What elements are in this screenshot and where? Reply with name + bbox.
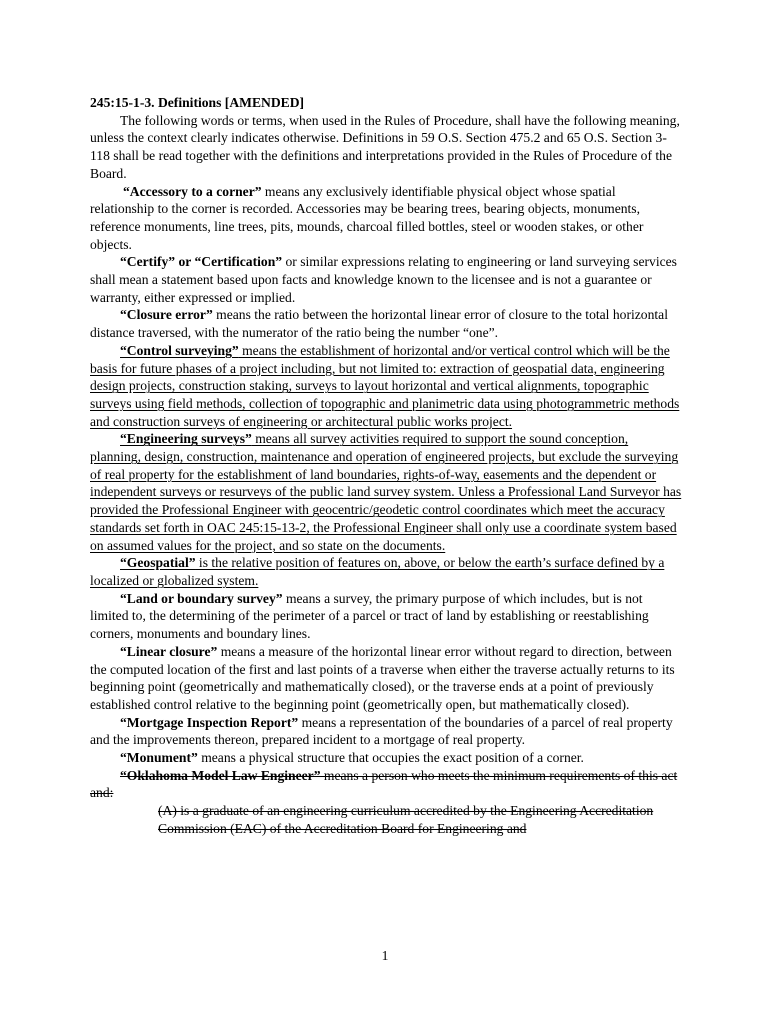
definition-mortgage-inspection-report	[90, 714, 682, 749]
definition-certify	[90, 253, 682, 306]
term-engineering-surveys: “Engineering surveys”	[120, 431, 252, 447]
term-oklahoma-model-law-engineer: “Oklahoma Model Law Engineer”	[120, 767, 321, 783]
definition-engineering-surveys-inserted	[90, 430, 682, 554]
definition-text: means all survey activities required to support the sound conception, planning, design, construction, maintenance and operation of engineered projects, but exclude the surveying of real property for the establishment of land boundaries, rights-of-way, easements and the dependent or independent surveys or resurveys of the public land survey system. Unless a Professional Land Surveyor has provided the Professional Engineer with geocentric/geodetic control coordinates which meet the accuracy standards set forth in OAC 245:15-13-2, the Professional Engineer shall only use a coordinate system based on assumed values for the project, and so state on the documents.	[90, 431, 682, 553]
definition-text: or similar expressions relating to engineering or land surveying services shall mean a statement based upon facts and knowledge known to the licensee and is not a guarantee or warranty, either expressed or implied.	[90, 254, 677, 305]
term-accessory-to-a-corner: “Accessory to a corner”	[123, 183, 262, 199]
intro-paragraph: The following words or terms, when used in the Rules of Procedure, shall have the following meaning, unless the context clearly indicates otherwise. Definitions in 59 O.S. Section 475.2 and 65 O.S. Section 3-118 shall be read together with the definitions and interpretations provided in the Rules of Procedure of the Board.	[90, 112, 680, 181]
definition-text: is the relative position of features on, above, or below the earth’s surface defined by a localized or globalized system.	[90, 555, 665, 588]
definition-control-surveying-inserted	[90, 342, 682, 431]
term-closure-error: “Closure error”	[120, 307, 213, 323]
definition-text: means a person who meets the minimum requirements of this act and:	[90, 767, 678, 801]
definition-text: means a physical structure that occupies the exact position of a corner.	[197, 750, 584, 766]
term-geospatial: “Geospatial”	[120, 555, 196, 571]
definition-closure-error	[90, 306, 682, 341]
definition-linear-closure	[90, 643, 682, 714]
term-linear-closure: “Linear closure”	[120, 643, 218, 659]
term-certify: “Certify” or “Certification”	[120, 254, 283, 270]
definition-accessory-to-a-corner	[90, 183, 682, 254]
definition-land-or-boundary-survey	[90, 590, 682, 643]
sub-item-a-deleted: (A) is a graduate of an engineering curriculum accredited by the Engineering Accreditation Commission (EAC) of the Accreditation Board for Engineering and	[158, 803, 654, 836]
section-heading: 245:15-1-3. Definitions [AMENDED]	[90, 95, 305, 110]
definition-text: means a measure of the horizontal linear error without regard to direction, between the computed location of the first and last points of a traverse when either the traverse actually returns to its beginning point (geometrically and mathematically closed), or the traverse ends at a point of previously established control relative to the beginning point (geometrically open, but mathematically closed).	[90, 643, 675, 712]
definition-text: means the ratio between the horizontal linear error of closure to the total horizontal distance traversed, with the numerator of the ratio being the number “one”.	[90, 307, 668, 341]
definition-monument	[90, 749, 682, 767]
term-land-or-boundary-survey: “Land or boundary survey”	[120, 590, 283, 606]
definition-geospatial-inserted	[90, 554, 682, 589]
definition-text: means the establishment of horizontal and/or vertical control which will be the basis for future phases of a project including, but not limited to: extraction of geospatial data, engineering design projects, construction staking, surveys to layout horizontal and vertical alignments, topographic surveys using field methods, collection of topographic and planimetric data using photogrammetric methods and construction surveys of engineering or architectural public works project.	[90, 342, 680, 429]
term-mortgage-inspection-report: “Mortgage Inspection Report”	[120, 714, 299, 730]
definition-text: means any exclusively identifiable physical object whose spatial relationship to the corner is recorded. Accessories may be bearing trees, bearing objects, monuments, reference monuments, line trees, pits, mounds, charcoal filled bottles, steel or wooden stakes, or other objects.	[90, 183, 644, 252]
term-monument: “Monument”	[120, 750, 198, 766]
page-number: 1	[381, 948, 389, 963]
document-page	[90, 94, 682, 838]
definition-text: means a survey, the primary purpose of which includes, but is not limited to, the determining of the perimeter of a parcel or tract of land by establishing or reestablishing corners, monuments and boundary lines.	[90, 590, 649, 642]
definition-text: means a representation of the boundaries of a parcel of real property and the improvements thereon, prepared incident to a mortgage of real property.	[90, 714, 673, 748]
term-control-surveying: “Control surveying”	[120, 342, 239, 358]
definition-oklahoma-model-law-engineer-deleted	[90, 767, 682, 802]
